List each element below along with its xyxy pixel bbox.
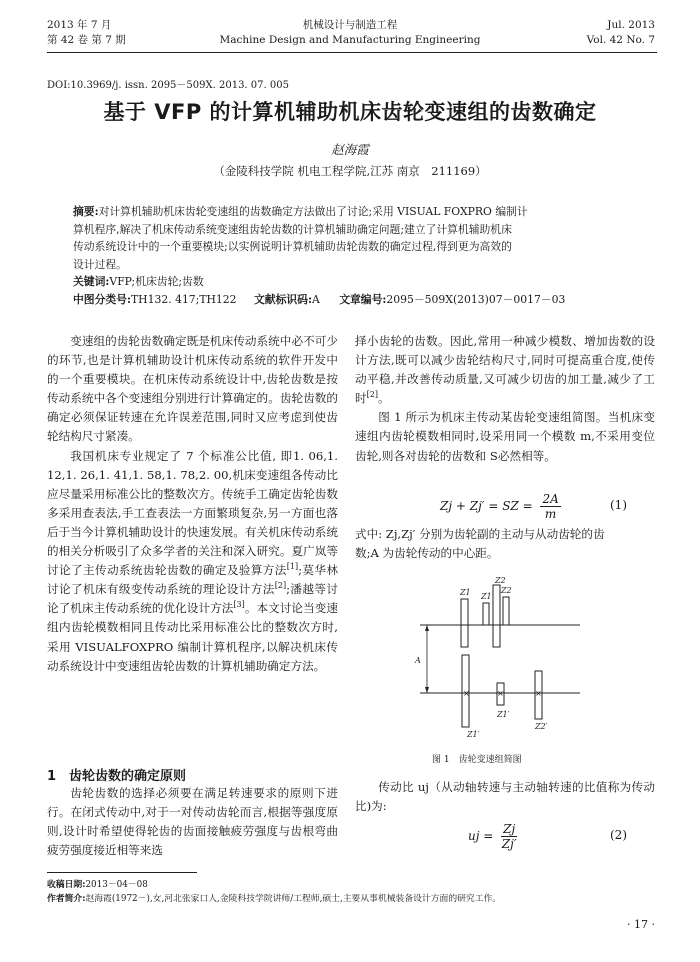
citation-2b: [2] — [366, 390, 378, 400]
abstract-line-2: 算机程序,解决了机床传动系统变速组齿轮齿数的计算机辅助确定问题;建立了计算机辅助机床 — [73, 222, 512, 236]
abstract-block — [73, 203, 633, 308]
figure-caption: 图 1 齿轮变速组简图 — [432, 755, 522, 765]
equation-2: uj = $\frac{Zj}{Zj'}$ — [468, 822, 517, 851]
citation-2: [2] — [274, 581, 287, 591]
paragraph-intro-2: 我国机床专业规定了 7 个标准公比值, 即1. 06,1. 12,1. 26,1. 41,1. 58,1. 78,2. 00,机床变速组各传动比应尽量采用标准公比的整数次方。传统手工确定齿轮齿数多采用查表法,手工查表法一方面繁琐复杂,另一方面也落后于当今计算机辅助设计的快速发展。有关机床传动系统的相关分析吸引了众多学者的关注和深入研究。夏广岚等讨论了主传动系统齿轮齿数的确定及验算方法[1];莫华林讨论了机床有级变传动系统的理论设计方法[2];潘越等讨论了机床主传动系统的优化设计方法[3]。本文讨论当变速组内齿轮模数相同且传动比采用标准公比的整数次方时,采用 VISUALFOXPRO 编制计算机程序,以解决机床传动系统设计中变速组齿轮齿数的计算机辅助确定方法。 — [47, 448, 339, 673]
received-date: 收稿日期:2013－04－08 — [47, 880, 148, 890]
header-rule — [47, 52, 657, 53]
sz-tail: 必 — [497, 448, 510, 463]
equation-1-number: (1) — [610, 498, 627, 512]
fix-mark-1: × — [463, 689, 470, 698]
journal-title-cn: 机械设计与制造工程 — [302, 19, 398, 31]
equation-1: Zj + Zj′ = SZ = $\frac{2A}{m}$ — [440, 492, 559, 521]
abstract-line-1: 摘要:对计算机辅助机床齿轮变速组的齿数确定方法做出了讨论;采用 VISUAL FOXPRO 编制计 — [73, 205, 528, 218]
classification: 中图分类号:TH132. 417;TH122 文献标识码:A 文章编号:2095－509X(2013)07－0017－03 — [73, 292, 566, 306]
header-volume-en: Vol. 42 No. 7 — [586, 34, 655, 46]
label-z2-mid: Z2 — [501, 586, 512, 595]
paragraph-right-2: 图 1 所示为机床主传动某齿轮变速组简图。当机床变速组内齿轮模数相同时,设采用同一个模数 m,不采用变位齿轮,则各对齿轮的齿数和 S必然相等。 — [355, 410, 655, 463]
fix-mark-2: × — [497, 689, 504, 698]
journal-title-en: Machine Design and Manufacturing Engineering — [219, 34, 481, 46]
abstract-line-3: 传动系统设计中的一个重要模块;以实例说明计算机辅助齿轮齿数的确定过程,得到更为高效的 — [73, 240, 512, 253]
footnote-rule — [47, 872, 197, 873]
footnote — [47, 878, 657, 906]
equation-2-number: (2) — [610, 828, 627, 842]
doi: DOI:10.3969/j. issn. 2095－509X. 2013. 07. 005 — [47, 80, 289, 91]
gear-z2-mid — [503, 597, 509, 625]
header-date-en: Jul. 2013 — [607, 19, 655, 31]
abstract-line-4: 设计过程。 — [73, 257, 127, 271]
paper-title: 基于 VFP 的计算机辅助机床齿轮变速组的齿数确定 — [103, 100, 597, 124]
label-z1-upper: Z1 — [460, 588, 471, 597]
label-z2p: Z2′ — [535, 722, 548, 731]
gear-diagram — [405, 575, 585, 745]
gear-z1-mid — [483, 603, 489, 625]
citation-1: [1] — [286, 562, 299, 572]
header-volume-cn: 第 42 卷 第 7 期 — [47, 34, 126, 46]
paragraph-right-3: 传动比 uj（从动轴转速与主动轴转速的比值称为传动比)为: — [355, 780, 655, 814]
abstract-label: 摘要: — [73, 205, 99, 218]
fix-mark-3: × — [535, 689, 542, 698]
paragraph-right-1: 择小齿轮的齿数。因此,常用一种减少模数、增加齿数的设计方法,既可以减少齿轮结构尺寸,同时可提高重合度,使传动平稳,并改善传动质量,又可减少切齿的加工量,减少了工时[2]。 — [355, 334, 656, 406]
label-A: A — [415, 656, 421, 665]
label-z1-lower: Z1′ — [467, 730, 480, 739]
label-z2-upper: Z2 — [495, 576, 506, 585]
author: 赵海霞 — [331, 142, 369, 157]
gear-z1-upper — [461, 599, 468, 647]
equation-1-explanation: 式中: Zj,Zj′ 分别为齿轮副的主动与从动齿轮的齿 数;A 为齿轮传动的中心距。 — [355, 527, 605, 561]
keywords: 关键词:VFP;机床齿轮;齿数 — [73, 275, 204, 288]
gear-z2-upper — [493, 585, 500, 647]
page-number: · 17 · — [627, 918, 655, 931]
paragraph-section-1: 齿轮齿数的选择必须要在满足转速要求的原则下进行。在闭式传动中,对于一对传动齿轮而言,根据等强度原则,设计时希望使得轮齿的齿面接触疲劳强度与齿根弯曲疲劳强度接近相等来选 — [47, 786, 339, 858]
label-z1-mid: Z1 — [481, 592, 492, 601]
affiliation: （金陵科技学院 机电工程学院,江苏 南京 211169） — [213, 164, 487, 178]
paragraph-intro-1: 变速组的齿轮齿数确定既是机床传动系统中必不可少的环节,也是计算机辅助设计机床传动系统的软件开发中的一个重要模块。在机床传动系统设计中,齿轮齿数是按传动系统中各个变速组分别进行计算确定的。齿轮齿数的确定必须保证转速在允许误差范围,同时又应考虑到使齿轮结构尺寸紧凑。 — [47, 334, 338, 444]
header-date-cn: 2013 年 7 月 — [47, 19, 112, 31]
left-column — [47, 332, 338, 676]
label-z1p: Z1′ — [497, 710, 510, 719]
section-1-text — [47, 784, 338, 860]
right-column — [355, 332, 655, 466]
author-bio: 作者简介:赵海霞(1972－),女,河北张家口人,金陵科技学院讲师/工程师,硕士,主要从事机械装备设计方面的研究工作。 — [47, 894, 502, 904]
citation-3: [3] — [233, 600, 245, 610]
section-heading-1: 1 齿轮齿数的确定原则 — [47, 769, 187, 784]
